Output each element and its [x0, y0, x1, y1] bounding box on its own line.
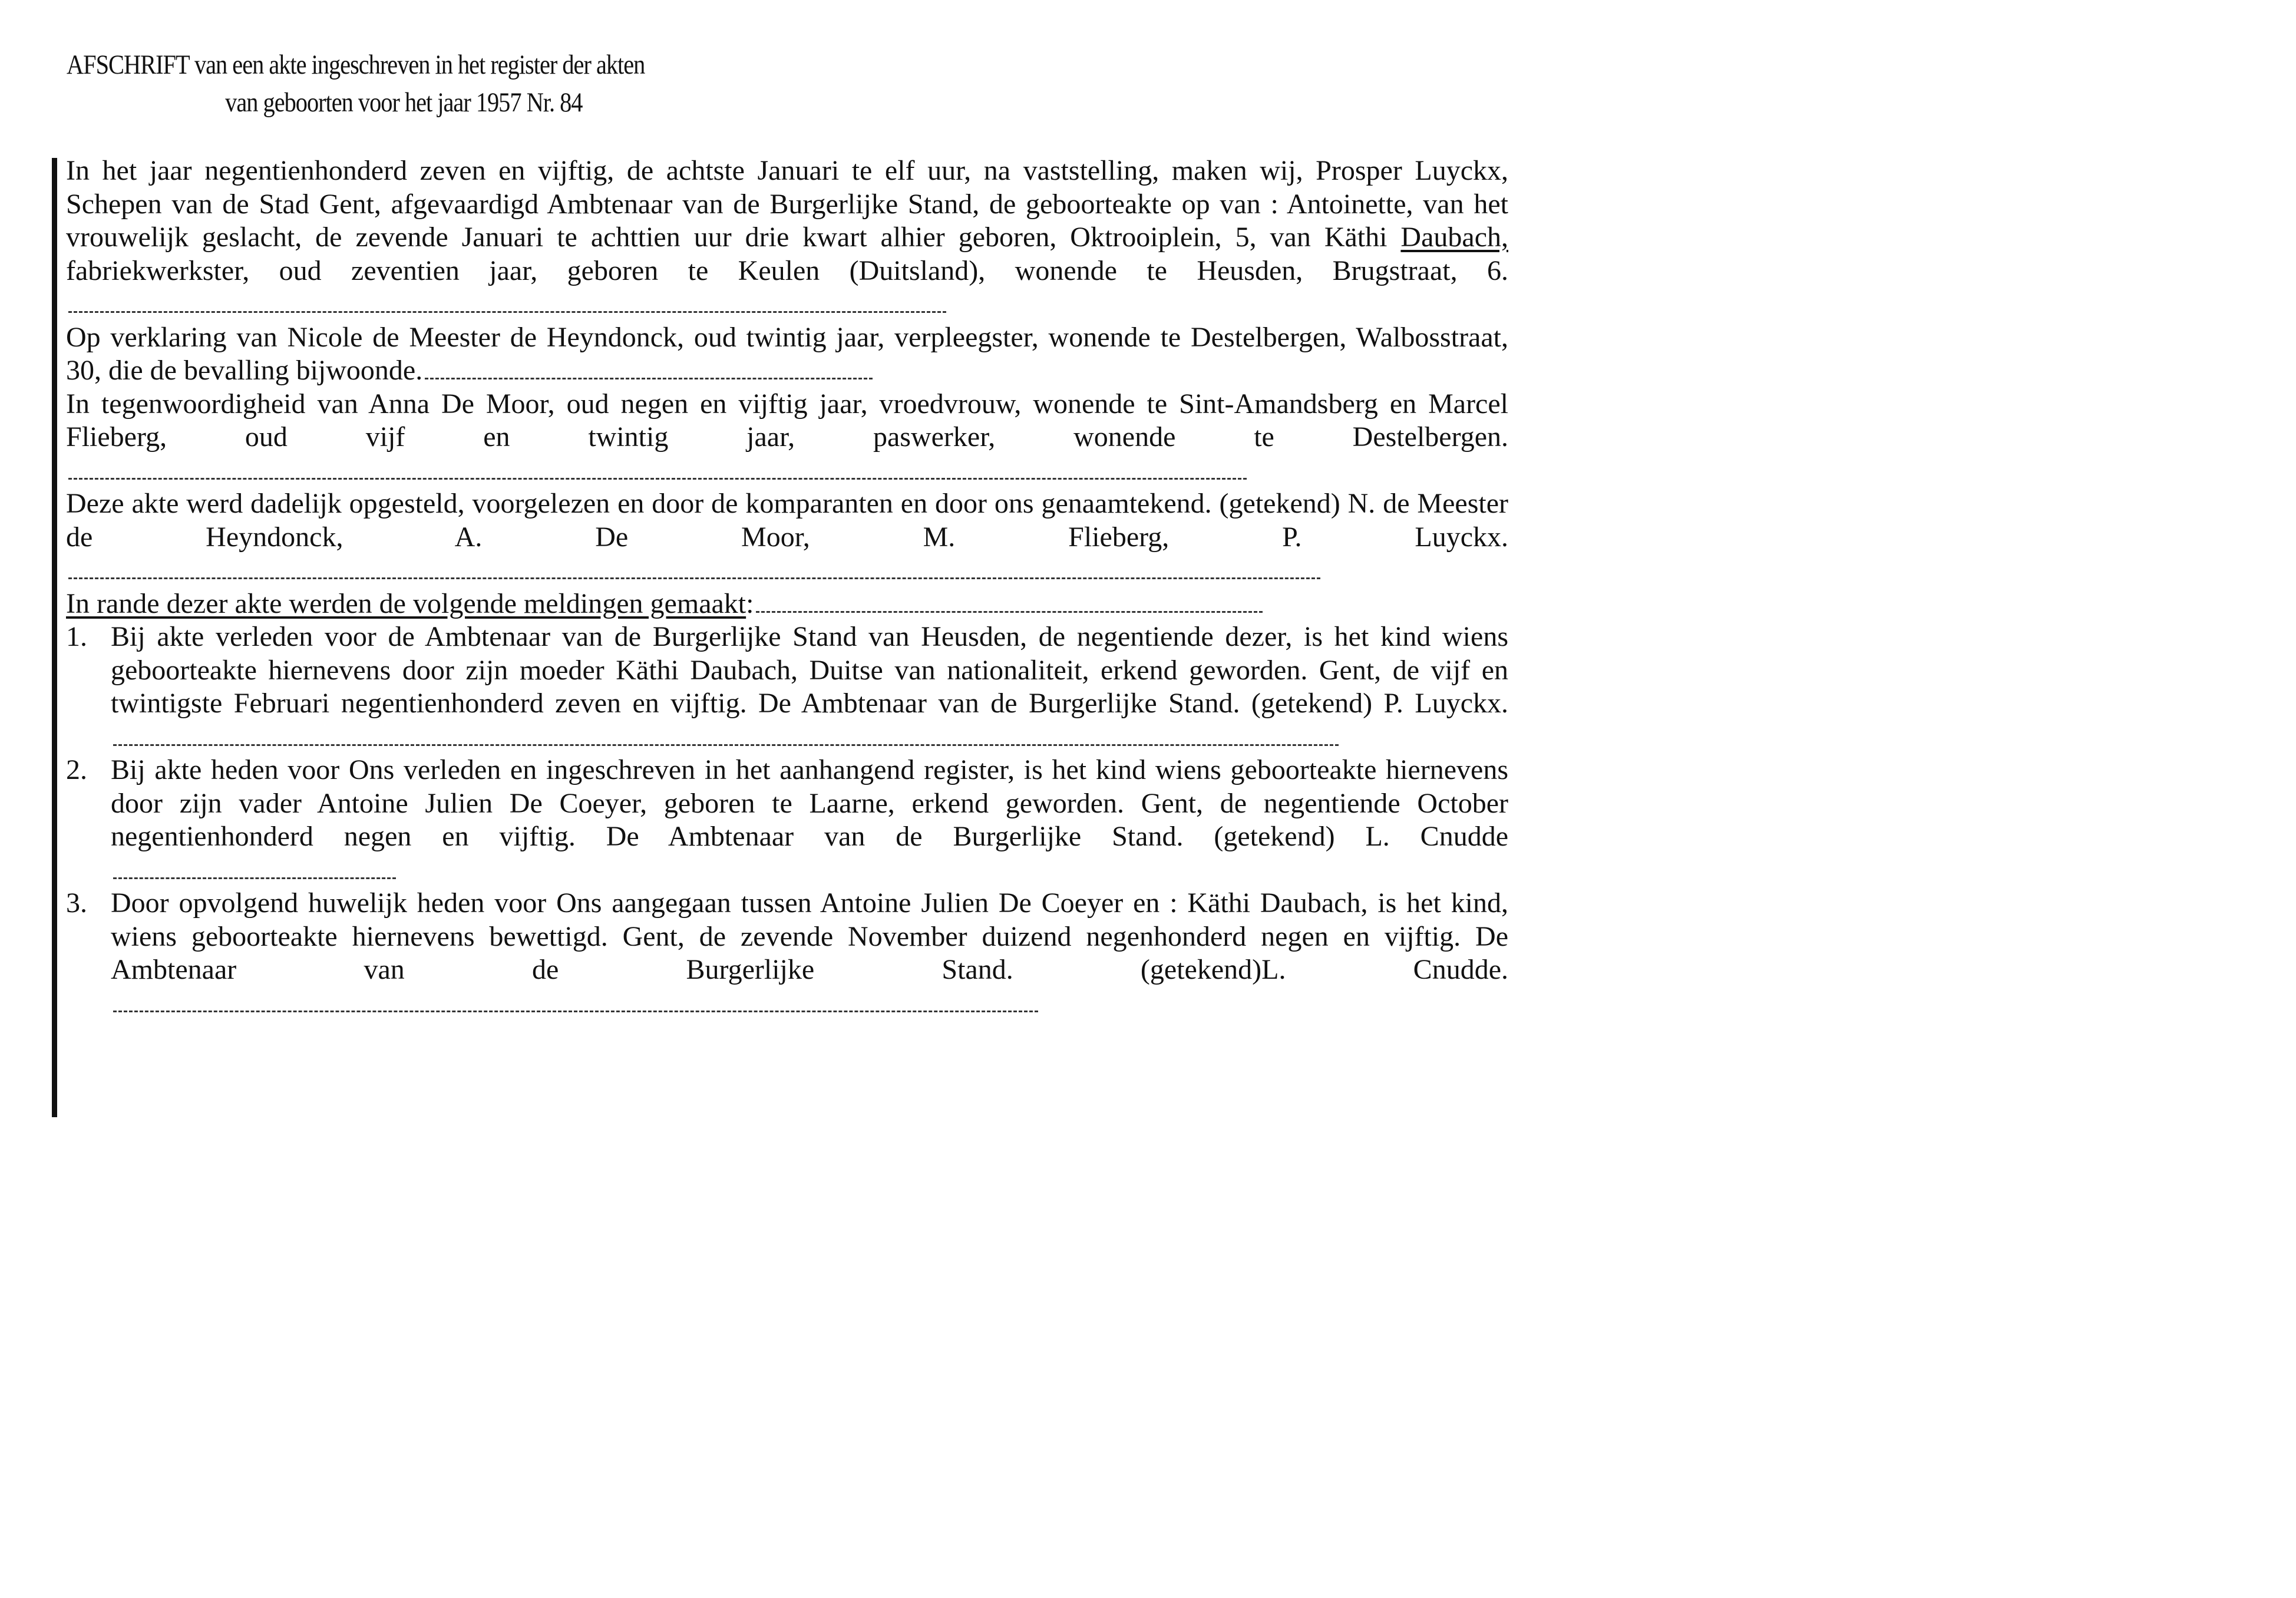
dash-filler	[756, 609, 1263, 613]
item-text: Bij akte verleden voor de Ambtenaar van de Burgerlijke Stand van Heusden, de negentiende dezer, is het kind wiens geboorteakte hiernevens door zijn moeder Käthi Daubach, Duitse van nationaliteit, erkend geworden. Gent, de vijf en twintigste Februari negentienhonderd zeven en vijftig. De Ambtenaar van de Burgerlijke Stand. (getekend) P. Luyckx.	[111, 621, 1508, 719]
header-line-2: van geboorten voor het jaar 1957 Nr. 84	[225, 87, 583, 118]
paragraph-text: In het jaar negentienhonderd zeven en vijftig, de achtste Januari te elf uur, na vaststelling, maken wij, Prosper Luyckx, Schepen van de Stad Gent, afgevaardigd Ambtenaar van de Burgerlijke Stand, de geboorteakte op van : Antoinette, van het vrouwelijk geslacht, de zevende Januari te achttien uur drie kwart alhier geboren, Oktrooiplein, 5, van Käthi	[66, 155, 1508, 253]
paragraph-margin-notes-heading	[66, 587, 1508, 621]
dash-filler	[425, 376, 873, 379]
document-body	[66, 154, 1508, 1020]
document-header	[67, 46, 645, 121]
list-item-text	[111, 754, 1508, 887]
list-item	[66, 887, 1508, 1020]
dash-filler	[68, 309, 946, 313]
paragraph-witnesses	[66, 388, 1508, 488]
paragraph-declaration	[66, 321, 1508, 388]
list-item-number: 1.	[66, 621, 87, 652]
paragraph-text: Deze akte werd dadelijk opgesteld, voorgelezen en door de komparanten en door ons genaamtekend. (getekend) N. de Meester de Heyndonck, A. De Moor, M. Flieberg, P. Luyckx.	[66, 488, 1508, 553]
list-item	[66, 754, 1508, 887]
paragraph-text: Op verklaring van Nicole de Meester de Heyndonck, oud twintig jaar, verpleegster, wonende te Destelbergen, Walbosstraat, 30, die de bevalling bijwoonde.	[66, 321, 1508, 386]
list-item-number: 3.	[66, 887, 87, 919]
list-item-text	[111, 887, 1508, 1020]
dash-filler	[113, 742, 1339, 746]
dash-filler	[68, 576, 1320, 579]
dash-filler	[113, 876, 396, 879]
item-text: Bij akte heden voor Ons verleden en ingeschreven in het aanhangend register, is het kind wiens geboorteakte hiernevens door zijn vader Antoine Julien De Coeyer, geboren te Laarne, erkend geworden. Gent, de negentiende October negentienhonderd negen en vijftig. De Ambtenaar van de Burgerlijke Stand. (getekend) L. Cnudde	[111, 754, 1508, 852]
paragraph-text: fabriekwerkster, oud zeventien jaar, geboren te Keulen (Duitsland), wonende te Heusden, Brugstraat, 6.	[66, 255, 1508, 286]
dash-filler	[68, 476, 1247, 480]
underlined-surname: Daubach,	[1400, 222, 1508, 253]
header-line-1: AFSCHRIFT van een akte ingeschreven in het register der akten	[67, 49, 645, 80]
margin-notes-heading: In rande dezer akte werden de volgende meldingen gemaakt	[66, 587, 746, 619]
list-item-number: 2.	[66, 754, 87, 785]
list-item-text	[111, 620, 1508, 754]
paragraph-signatures	[66, 487, 1508, 587]
paragraph-birth-record	[66, 154, 1508, 321]
list-item	[66, 620, 1508, 754]
left-margin-bar	[52, 158, 57, 1117]
item-text: Door opvolgend huwelijk heden voor Ons aangegaan tussen Antoine Julien De Coeyer en : Käthi Daubach, is het kind, wiens geboorteakte hiernevens bewettigd. Gent, de zevende November duizend negenhonderd negen en vijftig. De Ambtenaar van de Burgerlijke Stand. (getekend)L. Cnudde.	[111, 887, 1508, 985]
heading-colon: :	[746, 587, 754, 619]
paragraph-text: In tegenwoordigheid van Anna De Moor, oud negen en vijftig jaar, vroedvrouw, wonende te Sint-Amandsberg en Marcel Flieberg, oud vijf en twintig jaar, paswerker, wonende te Destelbergen.	[66, 388, 1508, 453]
dash-filler	[113, 1009, 1038, 1012]
